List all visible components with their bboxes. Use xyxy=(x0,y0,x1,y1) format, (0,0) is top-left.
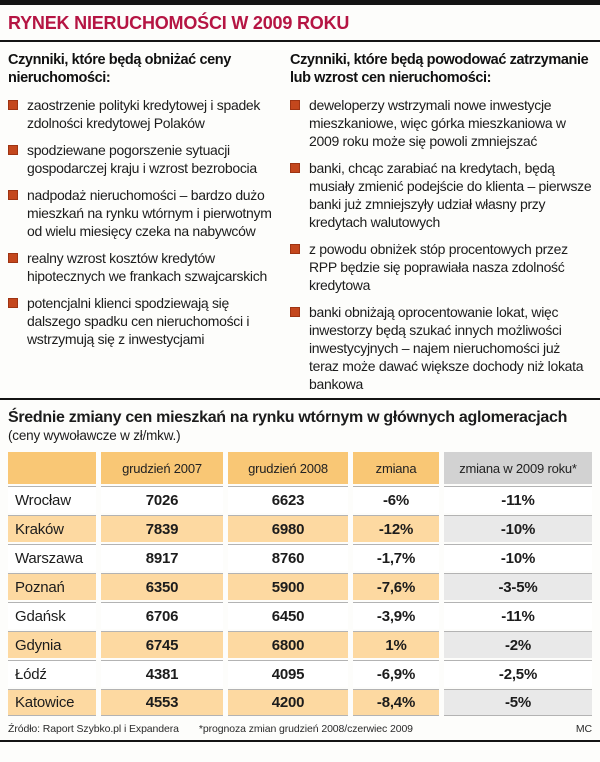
factors-section xyxy=(0,42,600,398)
table-row-katowice xyxy=(8,689,592,716)
page-title: RYNEK NIERUCHOMOŚCI W 2009 ROKU xyxy=(8,13,350,33)
header-city xyxy=(8,452,96,484)
dec2007-cell: 6706 xyxy=(101,602,223,629)
change2009-cell: -11% xyxy=(444,602,592,629)
dec2008-cell: 6800 xyxy=(228,631,348,658)
bullet-square-icon xyxy=(8,190,18,200)
table-section-title: Średnie zmiany cen mieszkań na rynku wtórnym w głównych aglomeracjach xyxy=(8,409,568,426)
factor-item xyxy=(290,240,592,294)
dec2007-cell: 8917 xyxy=(101,544,223,571)
bullet-square-icon xyxy=(290,163,300,173)
factor-text: realny wzrost kosztów kredytów hipotecznych we frankach szwajcarskich xyxy=(27,250,267,284)
factors-increasing-column xyxy=(290,52,592,398)
dec2007-cell: 7839 xyxy=(101,515,223,542)
factor-text: zaostrzenie polityki kredytowej i spadek zdolności kredytowej Polaków xyxy=(27,97,261,131)
bullet-square-icon xyxy=(290,307,300,317)
factor-item xyxy=(290,303,592,393)
table-row-gdansk xyxy=(8,602,592,629)
city-cell: Katowice xyxy=(8,689,96,716)
factor-item xyxy=(8,249,274,285)
bullet-square-icon xyxy=(8,100,18,110)
dec2007-cell: 4553 xyxy=(101,689,223,716)
change-cell: -3,9% xyxy=(353,602,439,629)
dec2008-cell: 4200 xyxy=(228,689,348,716)
city-cell: Gdańsk xyxy=(8,602,96,629)
factors-increasing-heading: Czynniki, które będą powodować zatrzymanie lub wzrost cen nieruchomości: xyxy=(290,52,589,86)
factor-text: banki obniżają oprocentowanie lokat, więc inwestorzy będą szukać innych możliwości inwestycyjnych – najem nieruchomości już teraz może dawać większe dochody niż lokata bankowa xyxy=(309,304,584,392)
dec2008-cell: 8760 xyxy=(228,544,348,571)
header-change: zmiana xyxy=(353,452,439,484)
factor-item xyxy=(8,96,274,132)
bullet-square-icon xyxy=(8,145,18,155)
factor-item xyxy=(8,141,274,177)
factor-text: deweloperzy wstrzymali nowe inwestycje mieszkaniowe, więc górka mieszkaniowa w 2009 roku może się powoli zmniejszać xyxy=(309,97,566,149)
source-note: Źródło: Raport Szybko.pl i Expandera xyxy=(8,723,179,735)
factor-text: spodziewane pogorszenie sytuacji gospodarczej kraju i wzrost bezrobocia xyxy=(27,142,257,176)
bullet-square-icon xyxy=(8,253,18,263)
dec2008-cell: 6623 xyxy=(228,486,348,513)
dec2008-cell: 4095 xyxy=(228,660,348,687)
table-section-subtitle: (ceny wywoławcze w zł/mkw.) xyxy=(8,428,181,443)
change2009-cell: -2% xyxy=(444,631,592,658)
bullet-square-icon xyxy=(290,244,300,254)
dec2007-cell: 6745 xyxy=(101,631,223,658)
change2009-cell: -10% xyxy=(444,515,592,542)
factor-text: z powodu obniżek stóp procentowych przez RPP będzie się poprawiała nasza zdolność kredytowa xyxy=(309,241,568,293)
bullet-square-icon xyxy=(8,298,18,308)
dec2008-cell: 6980 xyxy=(228,515,348,542)
change-cell: -6,9% xyxy=(353,660,439,687)
change2009-cell: -10% xyxy=(444,544,592,571)
change2009-cell: -5% xyxy=(444,689,592,716)
header-dec2008: grudzień 2008 xyxy=(228,452,348,484)
factors-increasing-list xyxy=(290,96,592,393)
factor-item xyxy=(290,159,592,231)
change-cell: -1,7% xyxy=(353,544,439,571)
table-row-krakow xyxy=(8,515,592,542)
change-cell: 1% xyxy=(353,631,439,658)
change2009-cell: -3-5% xyxy=(444,573,592,600)
change-cell: -7,6% xyxy=(353,573,439,600)
city-cell: Gdynia xyxy=(8,631,96,658)
city-cell: Kraków xyxy=(8,515,96,542)
city-cell: Wrocław xyxy=(8,486,96,513)
city-cell: Łódź xyxy=(8,660,96,687)
factors-decreasing-list xyxy=(8,96,274,348)
dec2008-cell: 6450 xyxy=(228,602,348,629)
footer xyxy=(0,718,600,739)
change-cell: -6% xyxy=(353,486,439,513)
dec2007-cell: 4381 xyxy=(101,660,223,687)
factor-item xyxy=(290,96,592,150)
factor-text: nadpodaż nieruchomości – bardzo dużo mieszkań na rynku wtórnym i pierwotnym od wielu miesięcy czeka na nabywców xyxy=(27,187,272,239)
bullet-square-icon xyxy=(290,100,300,110)
factors-decreasing-column xyxy=(8,52,274,398)
table-row-lodz xyxy=(8,660,592,687)
change2009-cell: -11% xyxy=(444,486,592,513)
factor-text: banki, chcąc zarabiać na kredytach, będą musiały zmienić podejście do klienta – pierwsze banki już zmniejszyły udział własny przy kredytach walutowych xyxy=(309,160,592,230)
table-row-poznan xyxy=(8,573,592,600)
price-table xyxy=(3,450,597,718)
factor-item xyxy=(8,186,274,240)
change2009-cell: -2,5% xyxy=(444,660,592,687)
author-credit: MC xyxy=(575,723,592,735)
table-row-gdynia xyxy=(8,631,592,658)
city-cell: Poznań xyxy=(8,573,96,600)
dec2007-cell: 6350 xyxy=(101,573,223,600)
table-row-wroclaw xyxy=(8,486,592,513)
factors-decreasing-heading: Czynniki, które będą obniżać ceny nieruchomości: xyxy=(8,52,231,86)
dec2008-cell: 5900 xyxy=(228,573,348,600)
header-change-2009: zmiana w 2009 roku* xyxy=(444,452,592,484)
city-cell: Warszawa xyxy=(8,544,96,571)
bottom-border-bar xyxy=(0,740,600,742)
forecast-note: *prognoza zmian grudzień 2008/czerwiec 2009 xyxy=(198,723,413,735)
dec2007-cell: 7026 xyxy=(101,486,223,513)
header-dec2007: grudzień 2007 xyxy=(101,452,223,484)
change-cell: -8,4% xyxy=(353,689,439,716)
factor-item xyxy=(8,294,274,348)
table-row-warszawa xyxy=(8,544,592,571)
table-header-row xyxy=(8,452,592,484)
change-cell: -12% xyxy=(353,515,439,542)
factor-text: potencjalni klienci spodziewają się dalszego spadku cen nieruchomości i wstrzymują się z inwestycjami xyxy=(27,295,250,347)
